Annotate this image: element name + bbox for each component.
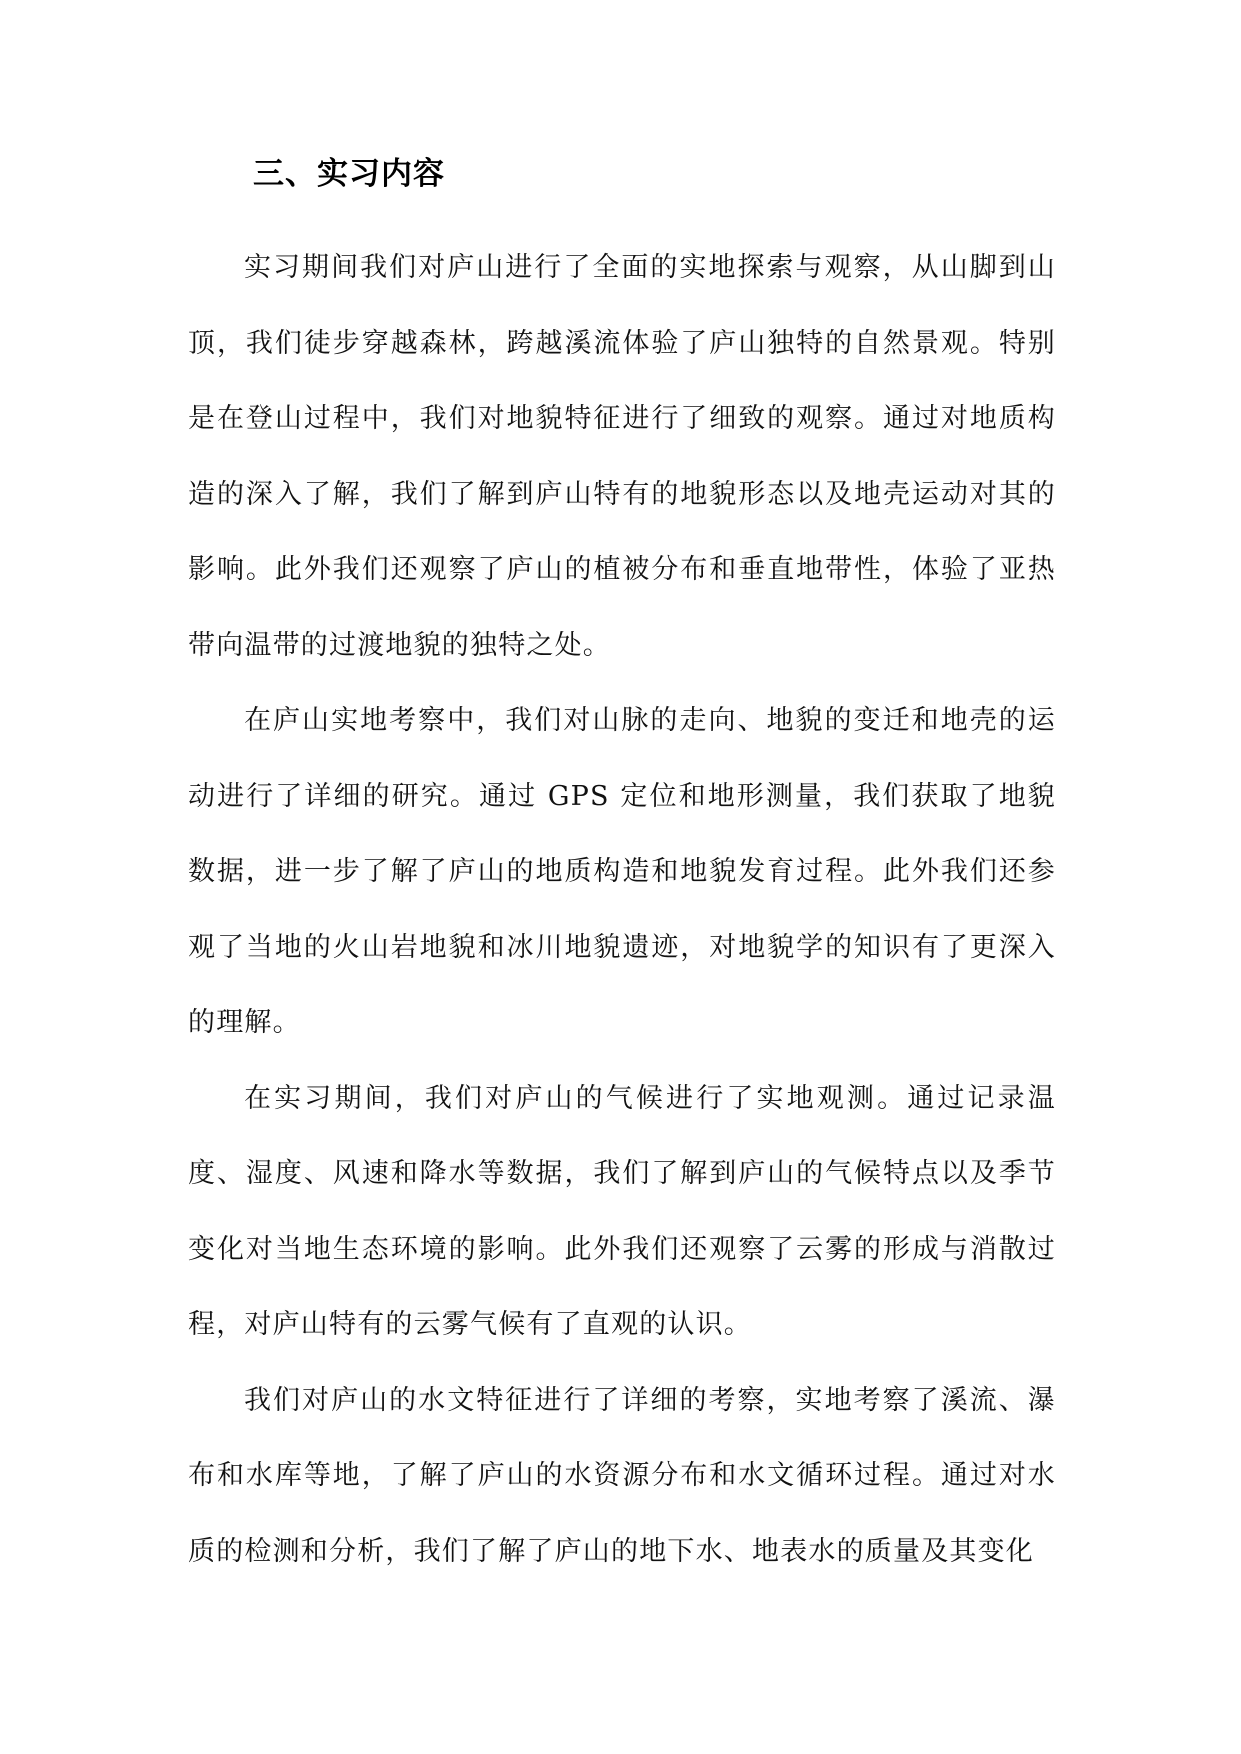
page-content [188,148,1056,1589]
paragraph-field-exploration: 实习期间我们对庐山进行了全面的实地探索与观察，从山脚到山顶，我们徒步穿越森林，跨越溪流体验了庐山独特的自然景观。特别是在登山过程中，我们对地貌特征进行了细致的观察。通过对地质构造的深入了解，我们了解到庐山特有的地貌形态以及地壳运动对其的影响。此外我们还观察了庐山的植被分布和垂直地带性，体验了亚热带向温带的过渡地貌的独特之处。 [188,252,1056,661]
paragraph-geomorphology-study: 在庐山实地考察中，我们对山脉的走向、地貌的变迁和地壳的运动进行了详细的研究。通过 GPS 定位和地形测量，我们获取了地貌数据，进一步了解了庐山的地质构造和地貌发育过程。此外我们还参观了当地的火山岩地貌和冰川地貌遗迹，对地貌学的知识有了更深入的理解。 [188,705,1056,1038]
section-heading: 三、实习内容 [253,156,445,192]
paragraph-hydrology-survey: 我们对庐山的水文特征进行了详细的考察，实地考察了溪流、瀑布和水库等地，了解了庐山的水资源分布和水文循环过程。通过对水质的检测和分析，我们了解了庐山的地下水、地表水的质量及其变化 [188,1384,1056,1567]
paragraph-climate-observation: 在实习期间，我们对庐山的气候进行了实地观测。通过记录温度、湿度、风速和降水等数据，我们了解到庐山的气候特点以及季节变化对当地生态环境的影响。此外我们还观察了云雾的形成与消散过程，对庐山特有的云雾气候有了直观的认识。 [188,1082,1056,1340]
